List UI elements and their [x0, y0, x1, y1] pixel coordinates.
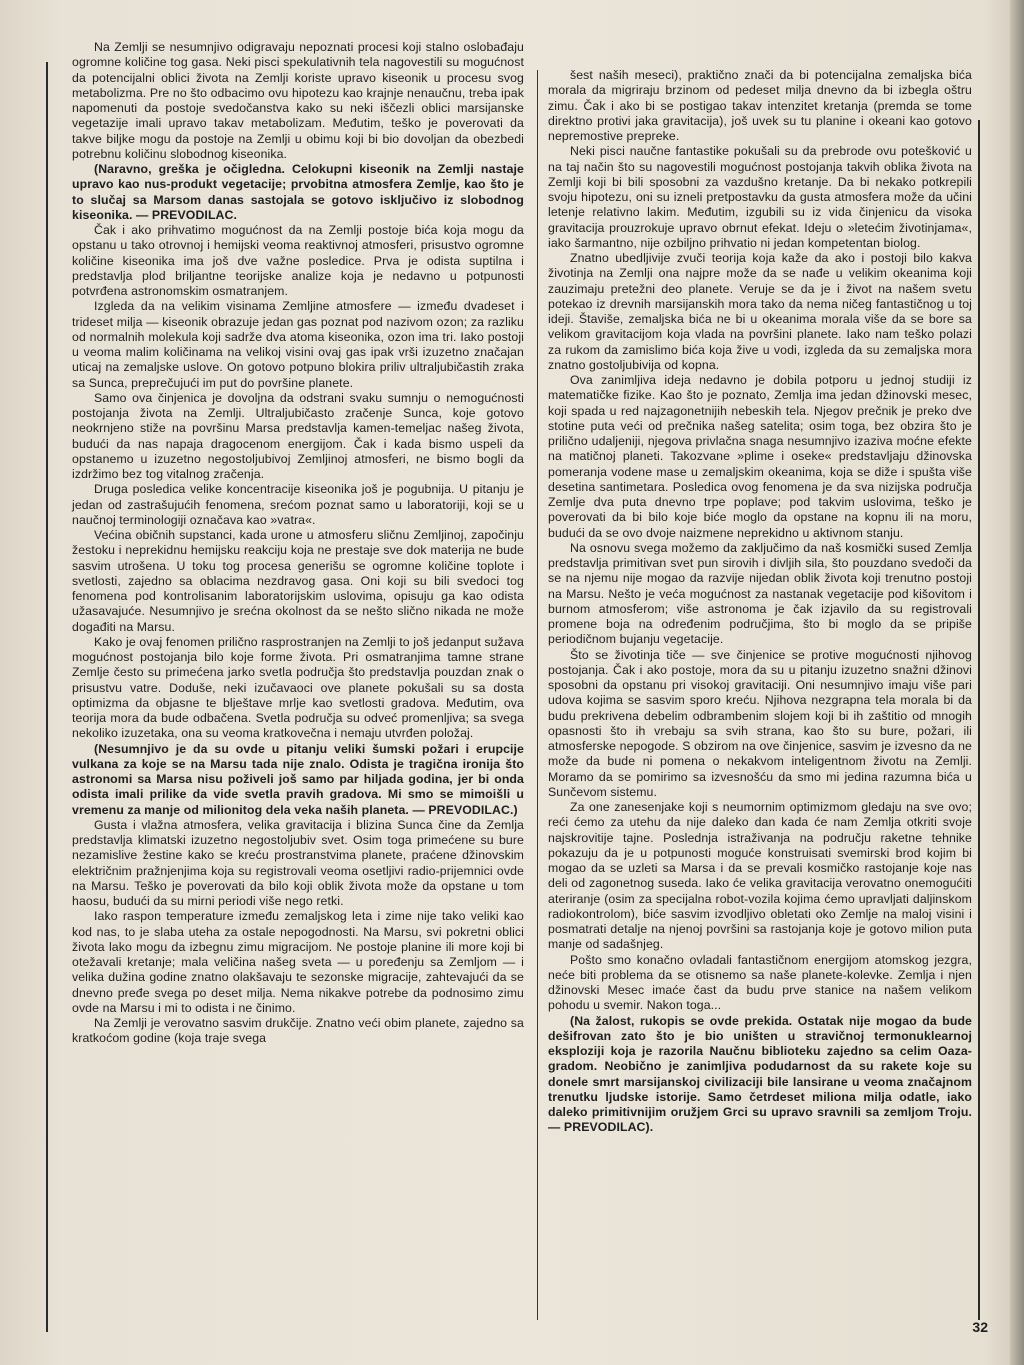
body-paragraph: Na Zemlji je verovatno sasvim drukčije. Znatno veći obim planete, zajedno sa kratkoćom godine (koja traje svega — [72, 1016, 524, 1046]
body-paragraph: Neki pisci naučne fantastike pokušali su da prebrode ovu potešković u na taj način što su nagovestili mogućnost postojanja takvih oblika života na Zemlji koji bi bili sposobni za vazdušno kretanje. Da bi nekako potkrepili svoju hipotezu, oni su izneli pretpostavku da gusta atmosfera može da učini letenje relativno lakim. Međutim, izgubili su iz vida činjenicu da visoka gravitacija prouzrokuje upravo obrnut efekat. Ideju o »letećim životinjama«, iako šarmantno, nije ozbiljno prihvatio ni jedan kompetentan biolog. — [548, 144, 972, 250]
right-margin-rule — [978, 120, 980, 1320]
body-paragraph: Na Zemlji se nesumnjivo odigravaju nepoznati procesi koji stalno oslobađaju ogromne količine tog gasa. Neki pisci spekulativnih tela nagovestili su mogućnost da potencijalni oblici života na Zemlji koriste upravo kiseonik u procesu svog metabolizma. Pre no što odbacimo ovu hipotezu kao krajnje nenaučnu, treba ipak napomenuti da postoje svedočanstva kako su neki iščezli oblici marsijanske vegetazije imali upravo takav metabolizam. Međutim, teško je poverovati da takve biljke mogu da postoje na Zemlji u obimu koji bi bio dovoljan da obezbedi potrebnu količinu slobodnog kiseonika. — [72, 40, 524, 161]
body-paragraph: Većina običnih supstanci, kada urone u atmosferu sličnu Zemljinoj, započinju žestoku i neprekidnu hemijsku reakciju koja ne prestaje sve dok materija ne bude sasvim utrošena. U toku tog procesa generišu se ogromne količine toplote i svetlosti, zajedno sa oblacima nezdravog gasa. Oni koji su bili svedoci tog fenomena pod kontrolisanim laboratorijskim uslovima, opisuju ga kao odista užasavajuće. Nesumnjivo je srećna okolnost da se nešto slično nikada ne može događiti na Marsu. — [72, 528, 524, 634]
body-paragraph: Izgleda da na velikim visinama Zemljine atmosfere — između dvadeset i trideset milja — kiseonik obrazuje jedan gas poznat pod nazivom ozon; za razliku od normalnih molekula koji sadrže dva atoma kiseonika, ozon ima tri. Iako postoji u veoma malim količinama na velikoj visini ovaj gas ipak vrši izuzetno značajan uticaj na zemaljske uslove. On gotovo potpuno blokira priliv ultraljubičastih zraka sa Sunca, preprečujući im put do površine planete. — [72, 299, 524, 390]
body-paragraph: Samo ova činjenica je dovoljna da odstrani svaku sumnju o nemogućnosti postojanja života na Zemlji. Ultraljubičasto zračenje Sunca, koje gotovo neokrnjeno stiže na površinu Marsa predstavlja kamen-temeljac našeg života, budući da nas napaja dragocenom energijom. Čak i kada bismo uspeli da opstanemo u izuzetno negostoljubivoj Zemljinoj atmosferi, ne bismo bogli da izdržimo bez tog vitalnog zračenja. — [72, 390, 524, 481]
body-paragraph: Za one zanesenjake koji s neumornim optimizmom gledaju na sve ovo; reći ćemo za utehu da nije daleko dan kada će nam Zemlja otkriti svoje najskrovitije tajne. Poslednja istraživanja na području raketne tehnike pokazuju da je u potpunosti moguće konstruisati svemirski brod kojim bi mogao da se uzleti sa Marsa i da se prevali kosmičko rastojanje koje nas deli od zagonetnog suseda. Iako će velika gravitacija verovatno onemogućiti ateriranje (osim za specijalna robot-vozila kojima ćemo upravljati daljinskom radiokontrolom), biće sasvim izvodljivo obletati oko Zemlje na maloj visini i posmatrati detalje na njenoj površini sa rastojanja koje je gotovo milion puta manje od sadašnjeg. — [548, 800, 972, 952]
body-paragraph: šest naših meseci), praktično znači da bi potencijalna zemaljska bića morala da migriraju brzinom od pedeset milja dnevno da bi izbegla oštru zimu. Čak i ako bi se postigao takav intenzitet kretanja (premda se tome direktno protivi jaka gravitacija), još uvek su tu planine i okeani kao gotovo nepremostive prepreke. — [548, 68, 972, 143]
body-paragraph: Na osnovu svega možemo da zaključimo da naš kosmički sused Zemlja predstavlja primitivan svet pun sirovih i divljih sila, što pouzdano svedoči da se na njemu nije mogao da razvije nijedan oblik života koji trenutno postoji na Marsu. Nešto je veća mogućnost za nastanak vegetacije pod kišovitom i burnom atmosferom; više astronoma je čak izjavilo da su registrovali promene boja na određenim područjima, što bi moglo da se pripiše periodičnom bujanju vegetacije. — [548, 540, 972, 647]
translator-note-paragraph: (Nesumnjivo je da su ovde u pitanju veliki šumski požari i erupcije vulkana za koje se na Marsu tada nije znalo. Odista je tragična ironija što astronomi sa Marsa nisu poživeli još samo par hiljada godina, jer bi onda odista imali prilike da vide svetla pravih gradova. Mi smo se mimoišli u vremenu za manje od milionitog dela veka naših planeta. — PREVODILAC.) — [72, 741, 524, 817]
body-paragraph: Gusta i vlažna atmosfera, velika gravitacija i blizina Sunca čine da Zemlja predstavlja klimatski izuzetno negostoljubiv svet. Osim toga primećene su bure nezamislive žestine kako se kreću prostranstvima planete, praćene džinovskim električnim pražnjenjima koja su registrovali veoma osetljivi radio-prijemnici ovde na Marsu. Teško je poverovati da bilo koji oblik života može da opstane u tom haosu, budući da su mirni periodi više nego retki. — [72, 817, 524, 908]
left-margin-rule — [46, 62, 48, 1332]
body-paragraph: Kako je ovaj fenomen prilično rasprostranjen na Zemlji to još jedanput sužava mogućnost postojanja bilo koje forme života. Pri osmatranjima tamne strane Zemlje često su primećena jarko svetla područja što predstavlja pouzdan znak o prisustvu vatre. Doduše, neki izučavaoci ove planete pokušali su sa dosta optimizma da objasne te blještave mrlje kao svetlosti gradova. Međutim, ova teorija mora da bude odbačena. Svetla područja su odveć promenljiva; sa svega nekoliko izuzetaka, ona su veoma kratkovečna i nemaju utvrđen položaj. — [72, 634, 524, 741]
body-paragraph: Ova zanimljiva ideja nedavno je dobila potporu u jednoj studiji iz matematičke fizike. Kao što je poznato, Zemlja ima jedan džinovski mesec, koji spada u red najzagonetnijih nebeskih tela. Njegov prečnik je preko dve stotine puta veći od prečnika našeg satelita; osim toga, bez obzira što je prilično udaljeniji, njegova privlačna snaga nesumnjivo izaziva moćne efekte na matičnoj planeti. Takozvane »plime i oseke« predstavljaju džinovska pomeranja vodene mase u zemaljskim okeanima, koja se diže i spušta više desetina santimetara. Posledica ovog fenomena je da sva nizijska područja Zemlje dva puta dnevno trpe poplave; pod takvim uslovima, teško je poverovati da bi bilo koje biće moglo da opstane na kopnu ili na moru, budući da se ovo dvoje naizmene neprekidno u aktivnom stanju. — [548, 373, 972, 540]
page-edge-shadow — [1010, 0, 1024, 1365]
right-text-column — [548, 68, 972, 1136]
body-paragraph: Čak i ako prihvatimo mogućnost da na Zemlji postoje bića koja mogu da opstanu u tako otrovnoj i hemijski veoma reaktivnoj atmosferi, prisustvo ogromne količine kiseonika ima još dve važne posledice. Prva je odista suptilna i predstavlja plod briljantne teorijske analize koja je nedavno u potpunosti potvrđena astronomskim osmatranjem. — [72, 223, 524, 298]
body-paragraph: Što se životinja tiče — sve činjenice se protive mogućnosti njihovog postojanja. Čak i ako postoje, mora da su u pitanju izuzetno snažni džinovi sposobni da opstanu pri visokoj gravitaciji. Oni nesumnjivo imaju više pari udova kojima se sasvim sporo kreću. Njihova nezgrapna tela morala bi da budu prekrivena debelim odbrambenim slojem koji bi ih zaštitio od mnogih opasnosti što ih vrebaju sa svih strana, kao što su bure, požari, ili atmosferske nepogode. S obzirom na ove činjenice, sasvim je izvesno da ne može da bude ni pomena o nekakvom inteligentnom životu na Zemlji. Moramo da se pomirimo sa izvesnošću da smo mi jedina razumna bića u Sunčevom sistemu. — [548, 647, 972, 799]
translator-note-paragraph: (Naravno, greška je očigledna. Celokupni kiseonik na Zemlji nastaje upravo kao nus-produkt vegetacije; prvobitna atmosfera Zemlje, kao što je to slučaj sa Marsom danas sastojala se gotovo isključivo iz slobodnog kiseonika. — PREVODILAC. — [72, 162, 524, 222]
body-paragraph: Pošto smo konačno ovladali fantastičnom energijom atomskog jezgra, neće biti problema da se otisnemo sa naše planete-kolevke. Zemlja i njen džinovski Mesec imaće čast da budu prve stanice na našem velikom pohodu u svemir. Nakon toga... — [548, 952, 972, 1013]
body-paragraph: Druga posledica velike koncentracije kiseonika još je pogubnija. U pitanju je jedan od zastrašujućih fenomena, srećom poznat samo u laboratoriji, koji se u naučnoj terminologiji označava kao »vatra«. — [72, 482, 524, 527]
body-paragraph: Iako raspon temperature između zemaljskog leta i zime nije tako veliki kao kod nas, to je slaba uteha za ostale nepogodnosti. Na Marsu, svi pokretni oblici života lako mogu da izbegnu zimu migracijom. Ne postoje planine ili more koji bi otežavali kretanje; mala veličina našeg sveta — u poređenju sa Zemljom — i velika dužina godine znatno olakšavaju te sezonske migracije, zahtevajući da se dnevno pređe svega po deset milja. Nema nikakve potrebe da podnosimo zimu ovde na Marsu i mi to odista i ne činimo. — [72, 909, 524, 1015]
body-paragraph: Znatno ubedljivije zvuči teorija koja kaže da ako i postoji bilo kakva životinja na Zemlji ona najpre može da se nađe u velikim okeanima koji zauzimaju pretežni deo planete. Veruje se da je i život na našem svetu potekao iz drevnih marsijanskih mora tako da nema ničeg fantastičnog u toj ideji. Štaviše, zemaljska bića ne bi u okeanima morala više da se bore sa velikom gravitacijom koja vlada na površini planete. Iako nam teško polazi za rukom da zamislimo bića koja žive u vodi, izgleda da su zemaljska mora znatno gostoljubivija od kopna. — [548, 251, 972, 372]
translator-note-paragraph: (Na žalost, rukopis se ovde prekida. Ostatak nije mogao da bude dešifrovan zato što je bio uništen u stravičnoj termonuklearnoj eksploziji koja je razorila Naučnu biblioteku zajedno sa celim Oaza-gradom. Neobično je zanimljiva podudarnost da su rakete koje su donele smrt marsijanskoj civilizaciji bile lansirane u veoma značajnom trenutku ljudske istorije. Samo četrdeset miliona milja odatle, iako daleko primitivnijim oružjem Grci su upravo sravnili sa zemljom Troju. — PREVODILAC). — [548, 1013, 972, 1135]
left-text-column — [72, 40, 524, 1047]
page-number: 32 — [972, 1319, 988, 1335]
column-divider-rule — [537, 70, 538, 1320]
